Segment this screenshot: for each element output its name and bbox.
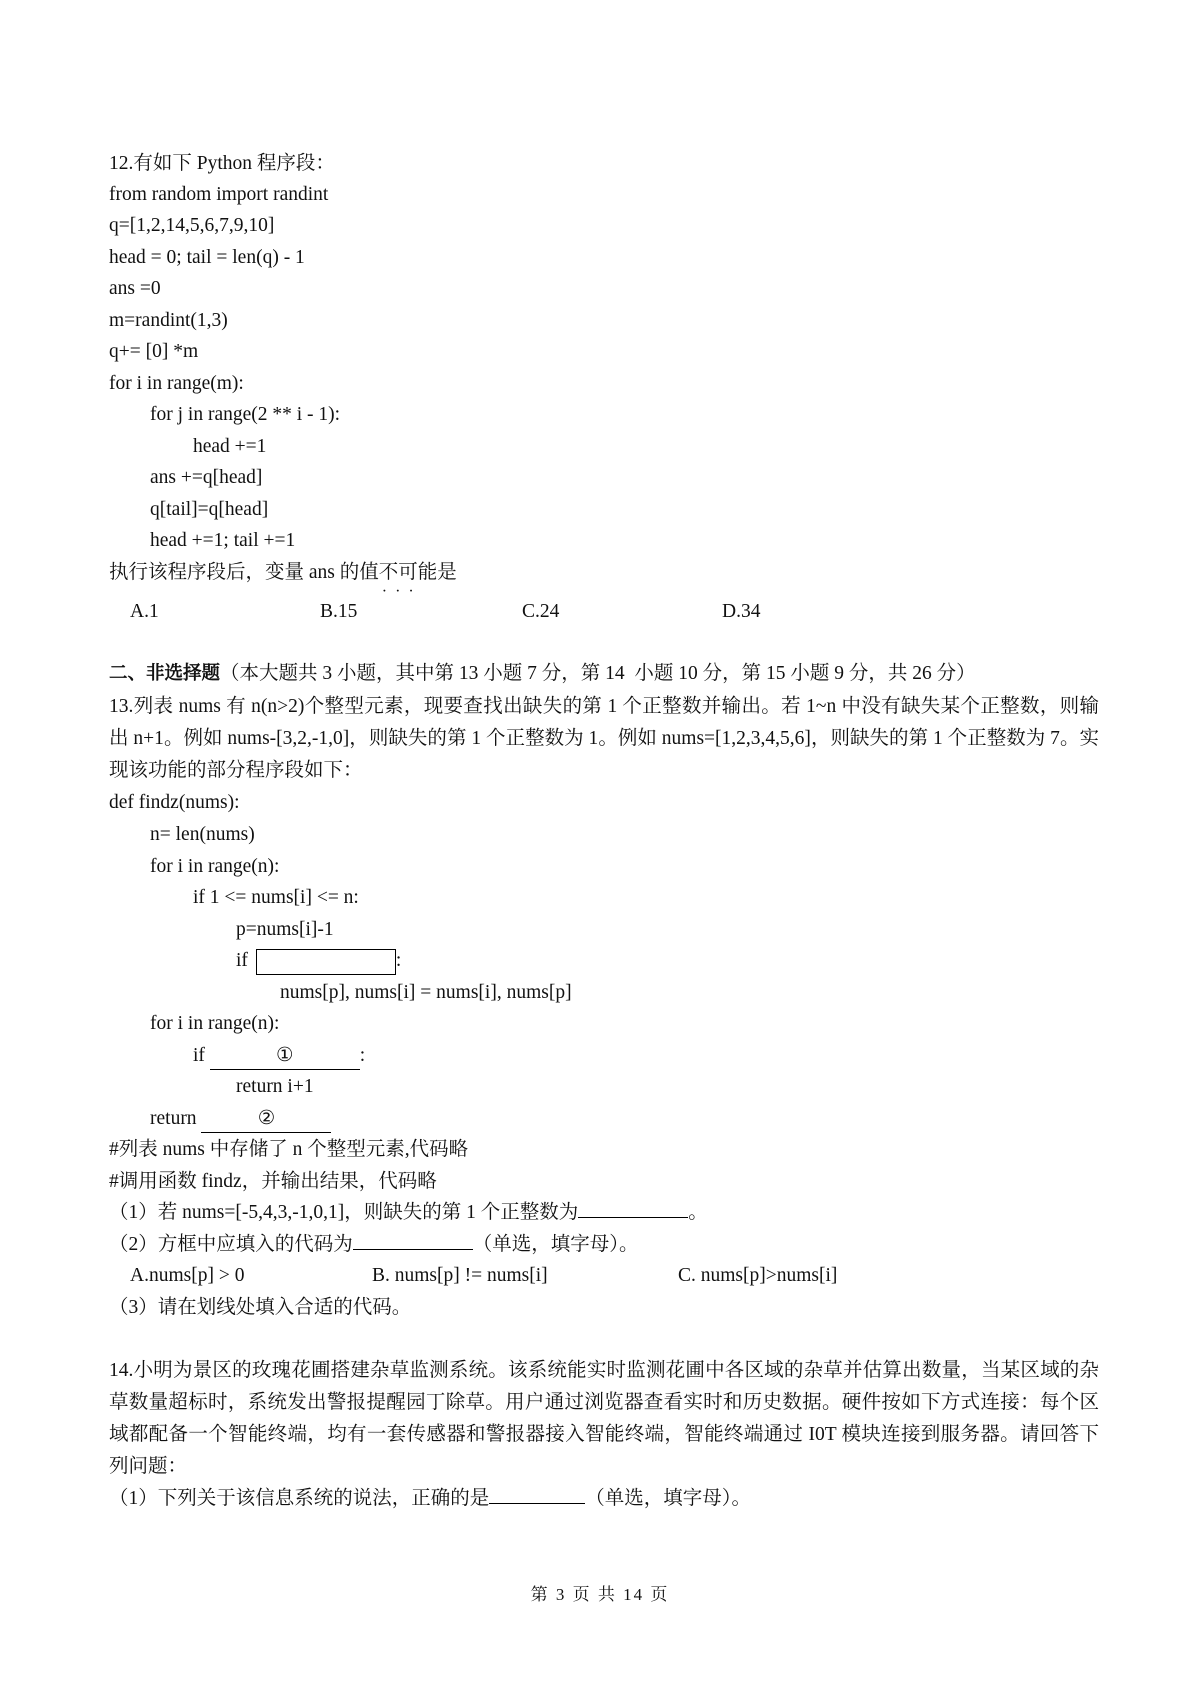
q13-code-line: return i+1 [236, 1076, 314, 1097]
q12-option-b: B.15 [320, 601, 358, 622]
q12-option-d: D.34 [722, 601, 761, 622]
if-keyword: if [193, 1045, 205, 1066]
q13-stem: 13.列表 nums 有 n(n>2)个整型元素，现要查找出缺失的第 1 个正整数并输出。若 1~n 中没有缺失某个正整数，则输出 n+1。例如 nums-[3,2,-1,0]，则缺失的第 1 个正整数为 1。例如 nums=[1,2,3,4,5,6]，则缺失的第 1 个正整数为 7。实现该功能的部分程序段如下： [109, 696, 1099, 781]
q13-sub3: （3）请在划线处填入合适的代码。 [109, 1297, 412, 1318]
blank-1: ① [210, 1043, 360, 1070]
q13-sub1-suffix: 。 [688, 1202, 708, 1223]
q13-sub2-option-b: B. nums[p] != nums[i] [372, 1265, 548, 1286]
q14-stem: 14.小明为景区的玫瑰花圃搭建杂草监测系统。该系统能实时监测花圃中各区域的杂草并估算出数量，当某区域的杂草数量超标时，系统发出警报提醒园丁除草。用户通过浏览器查看实时和历史数据。硬件按如下方式连接：每个区域都配备一个智能终端，均有一套传感器和警报器接入智能终端，智能终端通过 I0T 模块连接到服务器。请回答下列问题： [109, 1360, 1099, 1477]
q12-option-c: C.24 [522, 601, 560, 622]
q12-code-line: for j in range(2 ** i - 1): [150, 404, 341, 425]
q13-sub2-blank [353, 1249, 473, 1250]
q13-sub2-option-a: A.nums[p] > 0 [130, 1265, 245, 1286]
q12-code-line: q=[1,2,14,5,6,7,9,10] [109, 215, 275, 236]
q13-sub2-prefix: （2）方框中应填入的代码为 [109, 1234, 353, 1255]
q13-sub2-option-c: C. nums[p]>nums[i] [678, 1265, 838, 1286]
q12-code-line: from random import randint [109, 184, 329, 205]
q12-code-line: for i in range(m): [109, 373, 244, 394]
colon: : [359, 1045, 366, 1066]
q12-option-a: A.1 [130, 601, 159, 622]
q13-sub1-blank [578, 1217, 688, 1218]
q13-code-blank1-line [193, 1040, 365, 1072]
q13-comment: #调用函数 findz，并输出结果，代码略 [109, 1171, 437, 1192]
q12-code-line: head +=1 [193, 436, 267, 457]
q13-sub2-suffix: （单选，填字母）。 [472, 1234, 639, 1255]
q12-code-line: ans +=q[head] [150, 467, 263, 488]
q13-code-line: if 1 <= nums[i] <= n: [193, 887, 359, 908]
blank-2: ② [201, 1106, 331, 1133]
q12-code-line: head +=1; tail +=1 [150, 530, 296, 551]
section-heading [109, 658, 976, 690]
q13-code-line: nums[p], nums[i] = nums[i], nums[p] [280, 982, 572, 1003]
q12-stem: 12.有如下 Python 程序段： [109, 153, 335, 174]
section-note: （本大题共 3 小题，其中第 13 小题 7 分，第 14 小题 10 分，第 15 小题 9 分，共 26 分） [220, 663, 976, 684]
q12-code-line: ans =0 [109, 278, 161, 299]
q12-question-prefix: 执行该程序段后，变量 ans 的值 [109, 562, 379, 583]
page-number: 第 3 页 共 14 页 [530, 1585, 670, 1604]
q13-comment: #列表 nums 中存储了 n 个整型元素,代码略 [109, 1139, 469, 1160]
answer-box [256, 949, 396, 975]
return-keyword: return [150, 1108, 197, 1129]
q12-code-line: q+= [0] *m [109, 341, 199, 362]
q12-code-line: m=randint(1,3) [109, 310, 228, 331]
q13-sub2 [109, 1229, 639, 1261]
q13-code-line: p=nums[i]-1 [236, 919, 334, 940]
q13-code-blank2-line [150, 1103, 331, 1135]
q13-code-line: n= len(nums) [150, 824, 255, 845]
section-title: 二、非选择题 [109, 663, 221, 684]
q13-code-line: def findz(nums): [109, 792, 240, 813]
q14-sub1-blank [489, 1503, 585, 1504]
q14-sub1 [109, 1483, 751, 1515]
q13-sub1-prefix: （1）若 nums=[-5,4,3,-1,0,1]，则缺失的第 1 个正整数为 [109, 1202, 579, 1223]
q13-code-line: for i in range(n): [150, 1013, 280, 1034]
q13-code-if-box-line [236, 945, 401, 977]
q12-code-line: head = 0; tail = len(q) - 1 [109, 247, 305, 268]
colon: : [395, 950, 402, 971]
q12-question [109, 557, 457, 589]
q13-code-line: for i in range(n): [150, 856, 280, 877]
q12-question-suffix: 是 [437, 562, 457, 583]
q13-sub1 [109, 1197, 708, 1229]
q14-sub1-prefix: （1）下列关于该信息系统的说法，正确的是 [109, 1488, 490, 1509]
if-keyword: if [236, 950, 248, 971]
q12-code-line: q[tail]=q[head] [150, 499, 269, 520]
q14-sub1-suffix: （单选，填字母）。 [585, 1488, 752, 1509]
q12-question-emphasis: 不可能 · · · [379, 562, 438, 583]
